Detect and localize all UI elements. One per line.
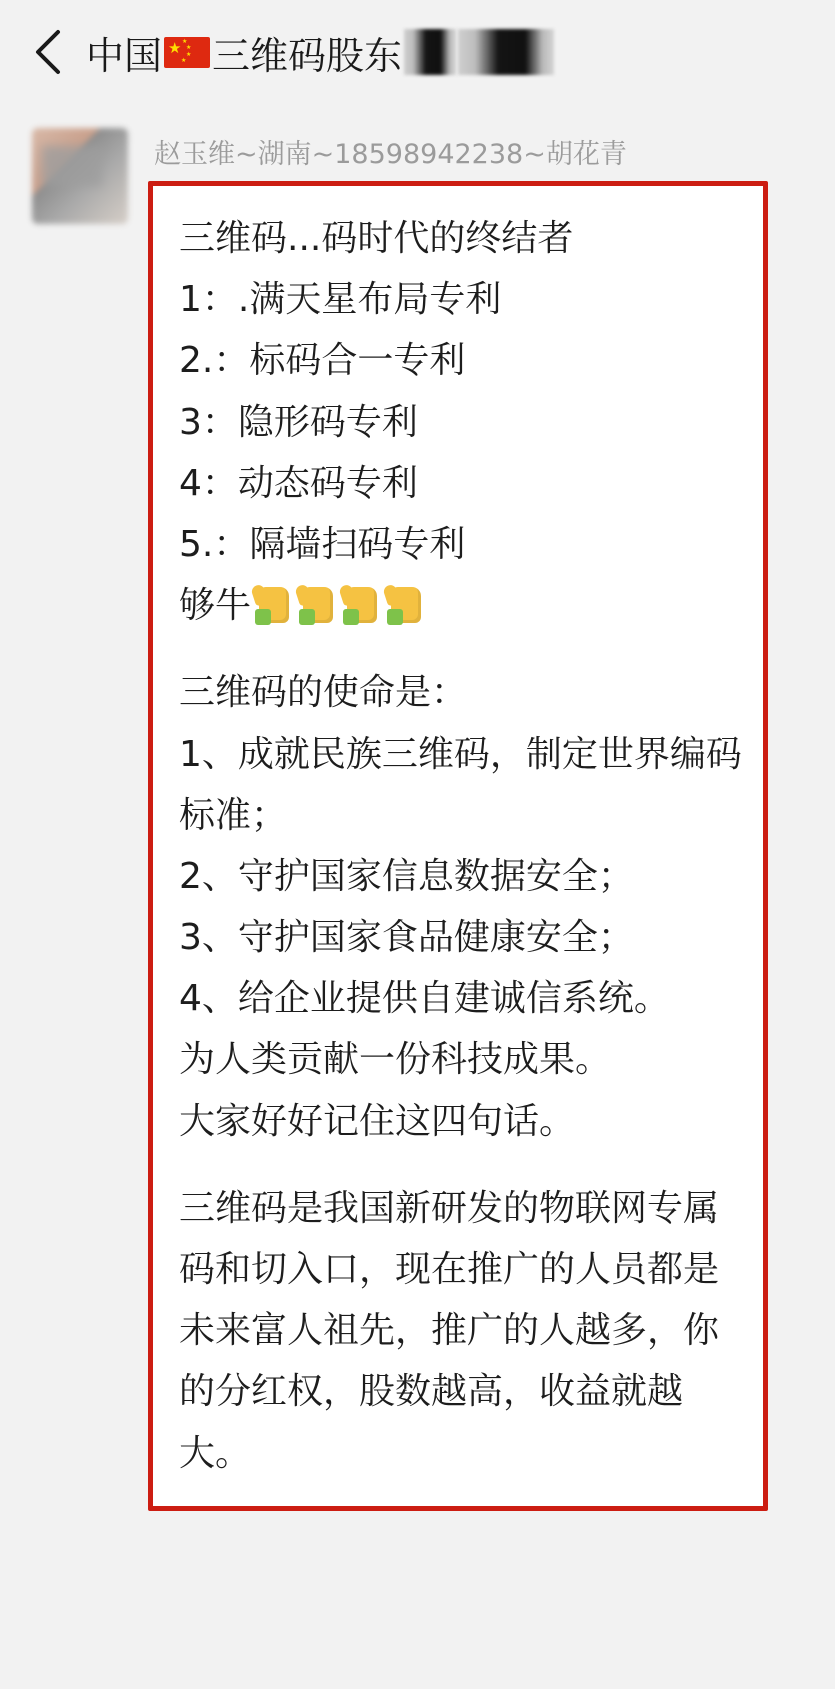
- page-title-suffix: 三维码股东: [212, 33, 403, 78]
- message-line: 三维码...码时代的终结者: [179, 218, 574, 259]
- page-title-prefix: 中国: [86, 33, 163, 78]
- thumbs-up-emoji: [251, 585, 293, 625]
- avatar[interactable]: [32, 128, 128, 224]
- message-line: 4、给企业提供自建诚信系统。: [179, 978, 670, 1020]
- message-line-text: 够牛: [179, 585, 252, 627]
- message-line: 5.：隔墙扫码专利: [179, 523, 466, 565]
- page-title: [86, 25, 554, 80]
- redaction-block-1: [404, 29, 456, 75]
- message-bubble[interactable]: [148, 181, 768, 1511]
- message-line: 3：隐形码专利: [179, 401, 418, 443]
- back-icon[interactable]: [30, 24, 70, 80]
- message-line: 1：.满天星布局专利: [179, 279, 502, 321]
- message-sender: 赵玉维~湖南~18598942238~胡花青: [154, 139, 627, 170]
- message-line: 2.：标码合一专利: [179, 340, 466, 382]
- message-line: 大家好好记住这四句话。: [179, 1100, 576, 1142]
- message-line: 4：动态码专利: [179, 462, 418, 504]
- message-line: 为人类贡献一份科技成果。: [179, 1039, 612, 1081]
- message-line: 2、守护国家信息数据安全；: [179, 855, 634, 897]
- chat-header: [0, 0, 835, 104]
- message-blank-line: [179, 636, 743, 662]
- thumbs-up-emoji: [383, 585, 425, 625]
- message-line: 三维码的使命是：: [179, 672, 468, 714]
- message-line: 1、成就民族三维码，制定世界编码标准；: [179, 733, 742, 836]
- message-line: 三维码是我国新研发的物联网专属码和切入口，现在推广的人员都是未来富人祖先，推广的人越多，你的分红权，股数越高，收益就越大。: [179, 1187, 720, 1474]
- thumbs-up-emoji: [339, 585, 381, 625]
- redaction-block-2: [458, 29, 554, 75]
- message-blank-line: [179, 1152, 743, 1178]
- thumbs-up-emoji: [295, 585, 337, 625]
- chat-body: [0, 104, 835, 1689]
- message-row: [0, 104, 835, 1511]
- message-line-thumbs: [179, 575, 743, 636]
- china-flag-icon: ★ ★ ★ ★ ★: [164, 37, 210, 68]
- message-column: [148, 128, 768, 1511]
- message-line: 3、守护国家食品健康安全；: [179, 917, 634, 959]
